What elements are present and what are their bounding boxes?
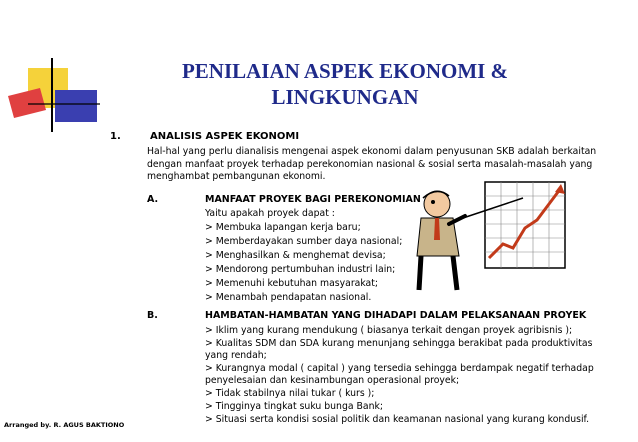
list-item: > Memberdayakan sumber daya nasional; xyxy=(205,236,403,247)
man-pointing-at-rising-chart-illustration xyxy=(413,178,573,296)
list-item: > Tidak stabilnya nilai tukar ( kurs ); xyxy=(205,388,375,399)
obstacles-list xyxy=(205,325,615,427)
footer-credit: Arranged by. R. AGUS BAKTIONO xyxy=(4,421,125,429)
list-item: > Tingginya tingkat suku bunga Bank; xyxy=(205,401,383,412)
man-tie xyxy=(434,218,440,240)
list-item: > Menghasilkan & menghemat devisa; xyxy=(205,250,386,261)
subsection-a-label: A. xyxy=(147,194,159,205)
list-item: > Mendorong pertumbuhan industri lain; xyxy=(205,264,396,275)
subsection-b-label: B. xyxy=(147,310,158,321)
red-block xyxy=(8,88,46,118)
title-line-2: LINGKUNGAN xyxy=(271,85,419,109)
list-item: > Menambah pendapatan nasional. xyxy=(205,292,372,303)
section-heading: ANALISIS ASPEK EKONOMI xyxy=(150,131,300,142)
subsection-b-heading: HAMBATAN-HAMBATAN YANG DIHADAPI DALAM PELAKSANAAN PROYEK xyxy=(205,310,587,321)
subsection-a-intro: Yaitu apakah proyek dapat : xyxy=(205,208,335,219)
list-item: > Kualitas SDM dan SDA kurang menunjang sehingga berakibat pada produktivitas yang rendah; xyxy=(205,338,593,361)
blue-block xyxy=(55,90,97,122)
man-legs xyxy=(419,256,457,290)
decorative-blocks xyxy=(0,0,110,140)
chart-board xyxy=(485,182,565,268)
man-eye xyxy=(431,200,435,204)
list-item: > Kurangnya modal ( capital ) yang tersedia sehingga berdampak negatif terhadap penyelesaian dan kesinambungan operasional proyek; xyxy=(205,363,594,386)
page-title xyxy=(150,58,540,110)
list-item: > Iklim yang kurang mendukung ( biasanya terkait dengan proyek agribisnis ); xyxy=(205,325,573,336)
list-item: > Situasi serta kondisi sosial politik dan keamanan nasional yang kurang kondusif. xyxy=(205,414,590,425)
title-line-1: PENILAIAN ASPEK EKONOMI & xyxy=(181,59,509,83)
list-item: > Memenuhi kebutuhan masyarakat; xyxy=(205,278,379,289)
section-paragraph: Hal-hal yang perlu dianalisis mengenai aspek ekonomi dalam penyusunan SKB adalah berkaitan dengan manfaat proyek terhadap perekonomian nasional & sosial serta masalah-masalah yang menghambat pembangunan ekonomi. xyxy=(147,146,597,182)
list-item: > Membuka lapangan kerja baru; xyxy=(205,222,361,233)
benefits-list xyxy=(205,221,402,305)
section-number: 1. xyxy=(110,131,121,142)
subsection-a-heading: MANFAAT PROYEK BAGI PEREKONOMIAN xyxy=(205,194,421,205)
